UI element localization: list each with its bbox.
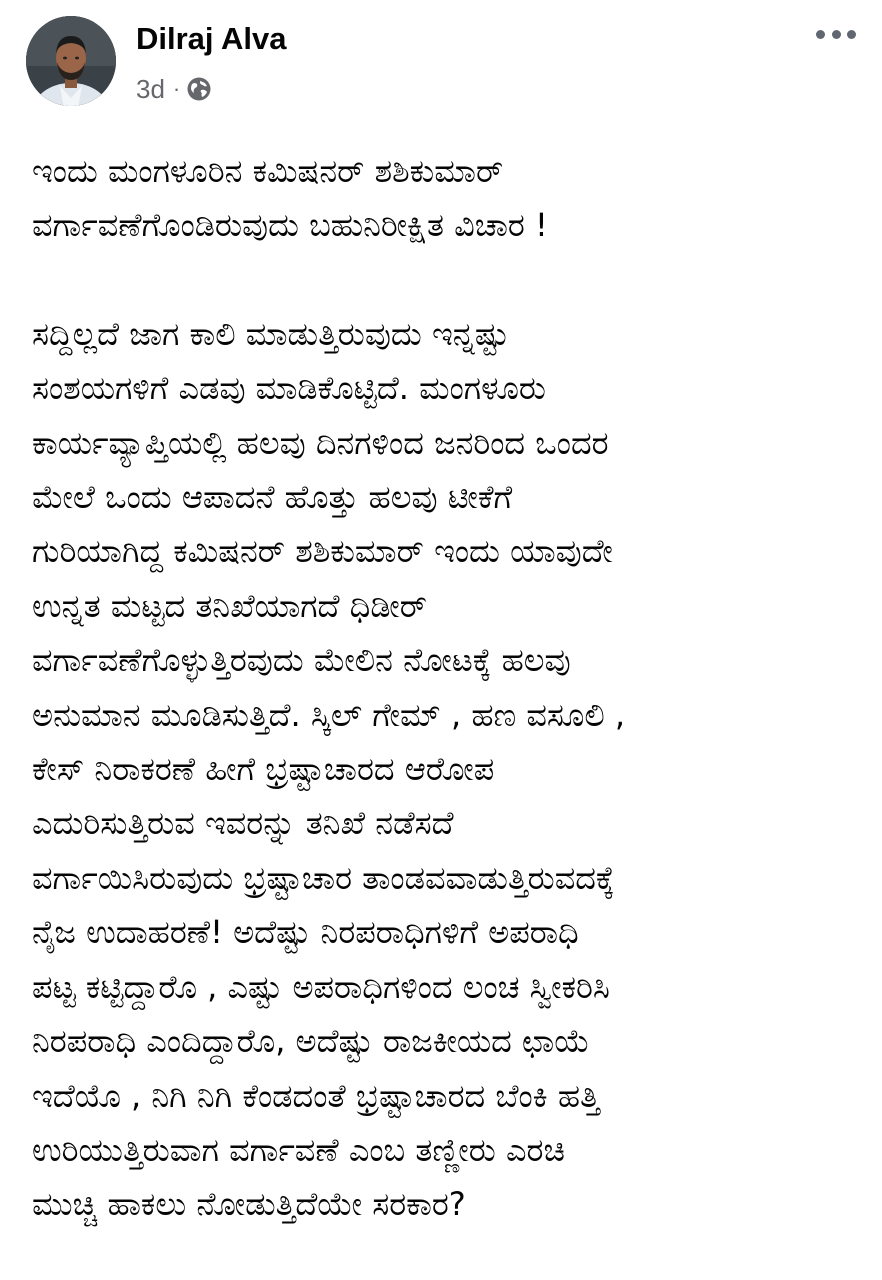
post-meta (136, 70, 212, 108)
more-options-icon (832, 30, 841, 39)
post-paragraph-2 (32, 307, 862, 1232)
post-text-line: ಸಂಶಯಗಳಿಗೆ ಎಡವು ಮಾಡಿಕೊಟ್ಟಿದೆ. ಮಂಗಳೂರು (32, 369, 546, 408)
post-text-line: ಪಟ್ಟ ಕಟ್ಟಿದ್ದಾರೊ , ಎಷ್ಟು ಅಪರಾಧಿಗಳಿಂದ ಲಂಚ ಸ್ವೀಕರಿಸಿ (32, 967, 610, 1006)
post-text-line: ವರ್ಗಾಯಿಸಿರುವುದು ಭ್ರಷ್ಟಾಚಾರ ತಾಂಡವವಾಡುತ್ತಿರುವದಕ್ಕೆ (32, 858, 615, 897)
post-text-line: ವರ್ಗಾವಣೆಗೊಳ್ಳುತ್ತಿರವುದು ಮೇಲಿನ ನೋಟಕ್ಕೆ ಹಲವು (32, 641, 571, 680)
globe-icon[interactable] (186, 76, 212, 102)
avatar[interactable] (26, 16, 116, 106)
post-text-line: ಮುಚ್ಚಿ ಹಾಕಲು ನೋಡುತ್ತಿದೆಯೇ ಸರಕಾರ? (32, 1185, 466, 1224)
post-paragraph-1 (32, 144, 862, 253)
more-options-button[interactable] (816, 22, 856, 46)
post-text-line: ನೈಜ ಉದಾಹರಣೆ! ಅದೆಷ್ಟು ನಿರಪರಾಧಿಗಳಿಗೆ ಅಪರಾಧಿ (32, 913, 579, 952)
post-text-line: ಉರಿಯುತ್ತಿರುವಾಗ ವರ್ಗಾವಣೆ ಎಂಬ ತಣ್ಣೀರು ಎರಚಿ (32, 1130, 565, 1169)
more-options-icon (816, 30, 825, 39)
post-text-line: ಕಾರ್ಯವ್ಯಾಪ್ತಿಯಲ್ಲಿ ಹಲವು ದಿನಗಳಿಂದ ಜನರಿಂದ ಒಂದರ (32, 423, 609, 462)
post-text-line: ಅನುಮಾನ ಮೂಡಿಸುತ್ತಿದೆ. ಸ್ಕಿಲ್ ಗೇಮ್ , ಹಣ ವಸೂಲಿ , (32, 695, 626, 734)
post-timestamp[interactable]: 3d (136, 73, 165, 104)
post-text-line: ಕೇಸ್ ನಿರಾಕರಣೆ ಹೀಗೆ ಭ್ರಷ್ಟಾಚಾರದ ಆರೋಪ (32, 750, 495, 789)
post-text-line: ಎದುರಿಸುತ್ತಿರುವ ಇವರನ್ನು ತನಿಖೆ ನಡೆಸದೆ (32, 804, 454, 843)
post-body (32, 144, 862, 1232)
post-text-line: ನಿರಪರಾಧಿ ಎಂದಿದ್ದಾರೊ, ಅದೆಷ್ಟು ರಾಜಕೀಯದ ಛಾಯೆ (32, 1022, 590, 1061)
author-name[interactable]: Dilraj Alva (136, 21, 287, 56)
post-text-line: ಇಂದು ಮಂಗಳೂರಿನ ಕಮಿಷನರ್ ಶಶಿಕುಮಾರ್ (32, 152, 504, 190)
more-options-icon (847, 30, 856, 39)
post-text-line: ಗುರಿಯಾಗಿದ್ದ ಕಮಿಷನರ್ ಶಶಿಕುಮಾರ್ ಇಂದು ಯಾವುದೇ (32, 532, 613, 571)
post-text-line: ಸದ್ದಿಲ್ಲದೆ ಜಾಗ ಕಾಲಿ ಮಾಡುತ್ತಿರುವುದು ಇನ್ನಷ್ಟು (32, 314, 510, 353)
post-header (0, 0, 882, 120)
avatar-image (26, 16, 116, 106)
post-text-line: ಮೇಲೆ ಒಂದು ಆಪಾದನೆ ಹೊತ್ತು ಹಲವು ಟೀಕೆಗೆ (32, 478, 513, 517)
post-text-line: ಇದೆಯೊ , ನಿಗಿ ನಿಗಿ ಕೆಂಡದಂತೆ ಭ್ರಷ್ಟಾಚಾರದ ಬೆಂಕಿ ಹತ್ತಿ (32, 1076, 600, 1115)
post-text-line: ಉನ್ನತ ಮಟ್ಟದ ತನಿಖೆಯಾಗದೆ ಧಿಡೀರ್ (32, 586, 428, 625)
post-text-line: ವರ್ಗಾವಣೆಗೊಂಡಿರುವುದು ಬಹುನಿರೀಕ್ಷಿತ ವಿಚಾರ ! (32, 206, 548, 245)
meta-separator: · (172, 76, 181, 101)
